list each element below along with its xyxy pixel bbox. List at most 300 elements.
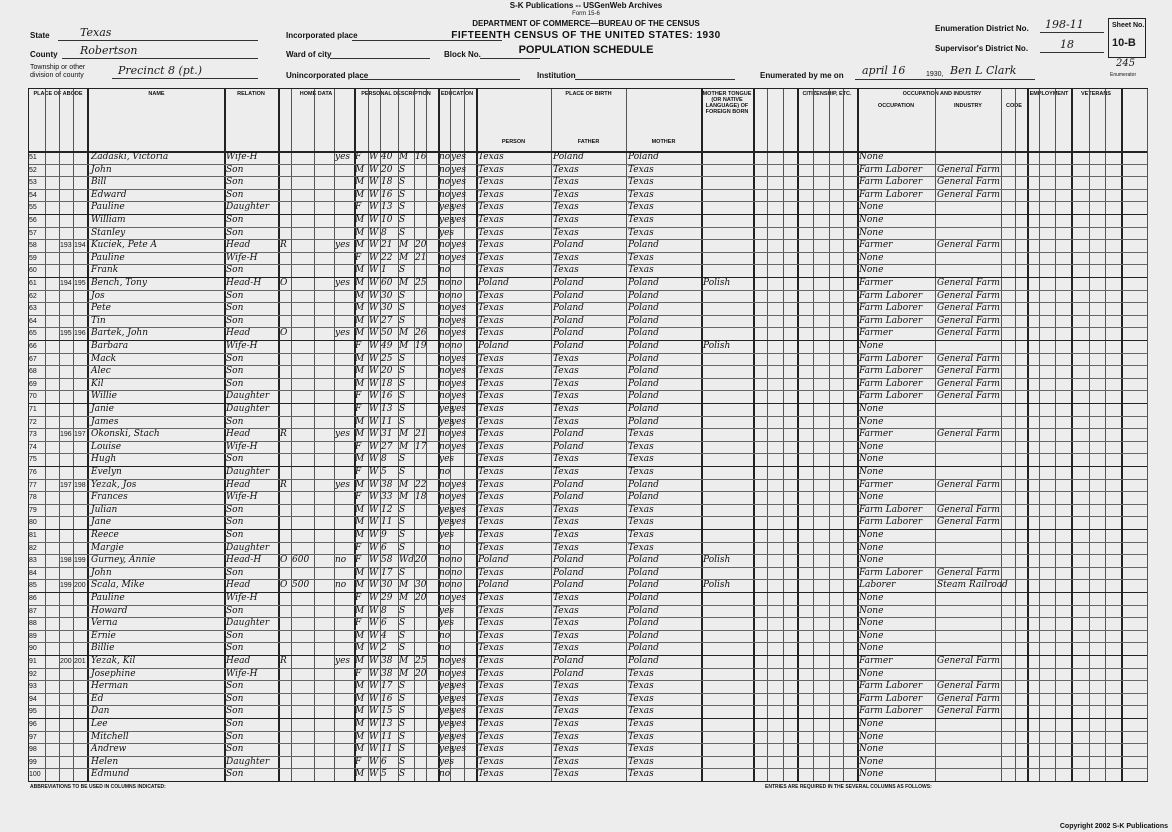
row-number: 65 (29, 330, 37, 338)
race: W (369, 593, 379, 603)
age: 49 (381, 341, 393, 351)
occupation: Farm Laborer (859, 504, 923, 515)
birthplace-father: Poland (553, 567, 584, 578)
industry: General Farm (937, 656, 1000, 666)
industry: General Farm (937, 479, 1000, 490)
relation: Daughter (226, 404, 270, 414)
birthplace-father: Texas (553, 227, 579, 238)
age: 40 (381, 152, 393, 162)
occupation: None (859, 467, 884, 477)
attended-school: no (439, 290, 451, 301)
birthplace-mother: Poland (628, 315, 659, 326)
birthplace-mother: Poland (628, 366, 659, 377)
birthplace-mother: Texas (628, 429, 654, 440)
person-name: Pete (91, 303, 111, 314)
row-number: 71 (29, 406, 37, 413)
marital-status: S (399, 542, 406, 553)
sex: M (355, 240, 365, 251)
birthplace-father: Texas (553, 416, 579, 427)
row-number: 64 (29, 317, 37, 325)
home-owned: O (280, 278, 288, 288)
occupation: None (859, 618, 884, 629)
age: 20 (381, 164, 393, 175)
industry: General Farm (937, 303, 1000, 314)
enumerated-label: Enumerated by me on (760, 71, 844, 80)
birthplace-father: Poland (553, 492, 584, 503)
occupation: None (859, 530, 884, 540)
occupation: Farmer (859, 429, 893, 440)
sex: M (355, 681, 365, 692)
sex: F (355, 542, 362, 553)
marital-status: S (399, 366, 406, 377)
birthplace-person: Texas (478, 769, 504, 780)
sex: M (355, 769, 365, 780)
marital-status: S (399, 643, 406, 654)
marital-status: S (399, 744, 406, 755)
sex: M (355, 227, 365, 238)
birthplace-father: Texas (553, 756, 579, 767)
row-number: 61 (29, 280, 37, 287)
sex: M (355, 605, 365, 616)
attended-school: no (439, 341, 451, 351)
race: W (369, 152, 379, 162)
race: W (369, 265, 379, 276)
race: W (369, 630, 379, 641)
occupation: None (859, 454, 884, 465)
sex: F (355, 252, 362, 263)
age: 11 (381, 731, 393, 742)
sex: M (355, 744, 365, 755)
age: 5 (381, 467, 387, 477)
relation: Head-H (226, 278, 262, 288)
birthplace-person: Texas (478, 643, 504, 654)
birthplace-father: Texas (553, 706, 579, 717)
attended-school: yes (439, 517, 455, 528)
dwelling-number: 197 (60, 481, 72, 489)
birthplace-father: Texas (553, 643, 579, 654)
age: 18 (381, 378, 393, 389)
stamp-number: 245 (1116, 58, 1136, 69)
radio-set: yes (335, 479, 351, 490)
person-name: Jane (91, 517, 112, 528)
dwelling-number: 198 (60, 557, 72, 565)
birthplace-father: Texas (553, 265, 579, 276)
relation: Son (226, 378, 244, 389)
sheet-label: Sheet No. (1112, 22, 1145, 29)
race: W (369, 290, 379, 301)
age-at-marriage: 25 (415, 278, 427, 288)
enumerated-year: 1930, (926, 71, 944, 78)
occupation: None (859, 719, 884, 729)
sex: M (355, 656, 365, 666)
person-name: Josephine (91, 668, 136, 679)
age: 6 (381, 618, 387, 629)
dwelling-number: 196 (60, 431, 72, 439)
row-number: 58 (29, 242, 37, 250)
birthplace-mother: Texas (628, 454, 654, 465)
col-father: FATHER (577, 139, 600, 145)
row-number: 78 (29, 494, 37, 502)
col-citizenship: CITIZENSHIP, ETC. (802, 91, 852, 97)
race: W (369, 467, 379, 477)
county-value: Robertson (80, 44, 138, 57)
birthplace-person: Texas (478, 353, 504, 364)
sex: F (355, 441, 362, 452)
home-owned: R (280, 240, 287, 251)
age: 6 (381, 542, 387, 553)
birthplace-mother: Poland (628, 240, 659, 251)
birthplace-father: Poland (553, 341, 584, 351)
sex: F (355, 756, 362, 767)
sex: F (355, 391, 362, 402)
marital-status: S (399, 731, 406, 742)
birthplace-father: Poland (553, 429, 584, 440)
col-veterans: VETERANS (1081, 91, 1111, 97)
birthplace-person: Texas (478, 530, 504, 540)
marital-status: S (399, 454, 406, 465)
birthplace-father: Texas (553, 467, 579, 477)
industry: General Farm (937, 681, 1000, 692)
relation: Son (226, 504, 244, 515)
birthplace-father: Texas (553, 215, 579, 225)
sex: F (355, 618, 362, 629)
birthplace-mother: Poland (628, 391, 659, 402)
marital-status: S (399, 530, 406, 540)
sex: M (355, 706, 365, 717)
sex: F (355, 492, 362, 503)
marital-status: S (399, 378, 406, 389)
sex: F (355, 404, 362, 414)
marital-status: S (399, 303, 406, 314)
person-name: Ernie (91, 630, 116, 641)
race: W (369, 731, 379, 742)
sex: F (355, 668, 362, 679)
attended-school: yes (439, 618, 455, 629)
enum-district-value: 198-11 (1045, 18, 1084, 31)
industry: General Farm (937, 391, 1000, 402)
relation: Son (226, 719, 244, 729)
birthplace-father: Texas (553, 719, 579, 729)
family-number: 200 (74, 582, 86, 590)
relation: Head (226, 328, 251, 339)
sex: M (355, 643, 365, 654)
attended-school: yes (439, 416, 455, 427)
race: W (369, 278, 379, 288)
race: W (369, 744, 379, 755)
birthplace-father: Poland (553, 580, 584, 591)
sex: F (355, 202, 362, 213)
occupation: Farm Laborer (859, 517, 923, 528)
birthplace-mother: Texas (628, 215, 654, 225)
attended-school: yes (439, 227, 455, 238)
race: W (369, 454, 379, 465)
race: W (369, 706, 379, 717)
attended-school: yes (439, 404, 455, 414)
population-table (28, 88, 1148, 782)
marital-status: S (399, 265, 406, 276)
marital-status: S (399, 567, 406, 578)
birthplace-mother: Poland (628, 303, 659, 314)
age: 31 (381, 429, 393, 440)
age-at-marriage: 17 (415, 441, 427, 452)
birthplace-mother: Poland (628, 378, 659, 389)
age: 9 (381, 530, 387, 540)
birthplace-mother: Poland (628, 152, 659, 162)
relation: Daughter (226, 202, 270, 213)
birthplace-person: Texas (478, 744, 504, 755)
relation: Son (226, 706, 244, 717)
birthplace-father: Poland (553, 555, 584, 566)
mother-tongue: Polish (703, 555, 731, 566)
occupation: None (859, 744, 884, 755)
age: 30 (381, 580, 393, 591)
row-number: 88 (29, 620, 37, 628)
row-number: 79 (29, 506, 37, 514)
row-number: 99 (29, 758, 37, 766)
can-read: yes (451, 517, 467, 528)
attended-school: yes (439, 605, 455, 616)
birthplace-father: Poland (553, 303, 584, 314)
row-number: 81 (29, 532, 37, 539)
relation: Wife-H (226, 252, 258, 263)
attended-school: yes (439, 693, 455, 704)
sheet-value: 10-B (1112, 37, 1136, 49)
birthplace-person: Texas (478, 630, 504, 641)
block-label: Block No. (444, 50, 481, 59)
can-read: no (451, 290, 463, 301)
marital-status: S (399, 706, 406, 717)
age: 5 (381, 769, 387, 780)
race: W (369, 504, 379, 515)
race: W (369, 378, 379, 389)
sex: M (355, 303, 365, 314)
attended-school: no (439, 542, 451, 553)
can-read: yes (451, 164, 467, 175)
birthplace-mother: Texas (628, 542, 654, 553)
row-number: 54 (29, 191, 37, 199)
birthplace-person: Texas (478, 693, 504, 704)
relation: Head (226, 429, 251, 440)
occupation: Farm Laborer (859, 366, 923, 377)
birthplace-father: Poland (553, 441, 584, 452)
can-read: yes (451, 416, 467, 427)
age-at-marriage: 16 (415, 152, 427, 162)
race: W (369, 202, 379, 213)
row-number: 86 (29, 595, 37, 602)
marital-status: Wd (399, 555, 415, 566)
state-value: Texas (80, 26, 112, 39)
race: W (369, 353, 379, 364)
age: 38 (381, 479, 393, 490)
birthplace-person: Texas (478, 429, 504, 440)
supervisor-label: Supervisor's District No. (935, 44, 1029, 53)
can-read: yes (451, 215, 467, 225)
radio-set: yes (335, 152, 351, 162)
col-home-data: HOME DATA (299, 91, 333, 97)
can-read: yes (451, 668, 467, 679)
birthplace-father: Texas (553, 769, 579, 780)
row-number: 59 (29, 254, 37, 262)
sex: M (355, 366, 365, 377)
occupation: Farm Laborer (859, 303, 923, 314)
row-number: 93 (29, 683, 37, 691)
birthplace-mother: Texas (628, 719, 654, 729)
attended-school: yes (439, 706, 455, 717)
can-read: yes (451, 366, 467, 377)
attended-school: no (439, 630, 451, 641)
can-read: yes (451, 492, 467, 503)
race: W (369, 479, 379, 490)
person-name: Louise (91, 441, 122, 452)
birthplace-mother: Texas (628, 202, 654, 213)
abbreviations-title: ABBREVIATIONS TO BE USED IN COLUMNS INDICATED: (30, 784, 166, 790)
sex: M (355, 530, 365, 540)
row-number: 76 (29, 469, 37, 476)
birthplace-mother: Poland (628, 656, 659, 666)
attended-school: no (439, 252, 451, 263)
birthplace-father: Texas (553, 630, 579, 641)
occupation: None (859, 227, 884, 238)
race: W (369, 366, 379, 377)
birthplace-person: Texas (478, 504, 504, 515)
mother-tongue: Polish (703, 278, 731, 288)
race: W (369, 164, 379, 175)
relation: Son (226, 353, 244, 364)
race: W (369, 756, 379, 767)
family-number: 196 (74, 330, 86, 338)
radio-set: yes (335, 656, 351, 666)
row-number: 92 (29, 670, 37, 678)
person-name: Okonski, Stach (91, 429, 160, 440)
can-read: yes (451, 315, 467, 326)
sex: M (355, 429, 365, 440)
row-number: 68 (29, 368, 37, 376)
birthplace-mother: Texas (628, 530, 654, 540)
birthplace-mother: Texas (628, 668, 654, 679)
row-number: 70 (29, 393, 37, 401)
relation: Son (226, 643, 244, 654)
age-at-marriage: 22 (415, 479, 427, 490)
marital-status: S (399, 189, 406, 200)
industry: General Farm (937, 366, 1000, 377)
relation: Son (226, 189, 244, 200)
marital-status: S (399, 769, 406, 780)
home-owned: R (280, 656, 287, 666)
row-number: 67 (29, 355, 37, 363)
marital-status: S (399, 391, 406, 402)
relation: Head (226, 240, 251, 251)
age: 13 (381, 404, 393, 414)
sex: F (355, 593, 362, 603)
age: 16 (381, 693, 393, 704)
person-name: Edmund (91, 769, 130, 780)
birthplace-father: Poland (553, 240, 584, 251)
relation: Son (226, 215, 244, 225)
relation: Son (226, 731, 244, 742)
dwelling-number: 200 (60, 658, 72, 665)
marital-status: S (399, 693, 406, 704)
birthplace-mother: Texas (628, 441, 654, 452)
relation: Wife-H (226, 152, 258, 162)
relation: Son (226, 164, 244, 175)
relation: Son (226, 744, 244, 755)
occupation: None (859, 756, 884, 767)
birthplace-father: Texas (553, 744, 579, 755)
sheet-number-box (1108, 18, 1146, 58)
birthplace-person: Texas (478, 756, 504, 767)
industry: General Farm (937, 290, 1000, 301)
birthplace-mother: Texas (628, 265, 654, 276)
age: 18 (381, 177, 393, 188)
age: 30 (381, 290, 393, 301)
marital-status: S (399, 467, 406, 477)
age: 60 (381, 278, 393, 288)
person-name: Edward (91, 189, 127, 200)
sex: M (355, 378, 365, 389)
attended-school: no (439, 467, 451, 477)
occupation: None (859, 593, 884, 603)
age: 13 (381, 719, 393, 729)
occupation: None (859, 731, 884, 742)
person-name: Margie (91, 542, 124, 553)
home-owned: R (280, 479, 287, 490)
birthplace-mother: Poland (628, 341, 659, 351)
person-name: William (91, 215, 126, 225)
birthplace-father: Poland (553, 315, 584, 326)
person-name: Janie (91, 404, 114, 414)
relation: Head (226, 580, 251, 591)
birthplace-father: Texas (553, 731, 579, 742)
race: W (369, 391, 379, 402)
sex: M (355, 731, 365, 742)
age-at-marriage: 20 (415, 555, 427, 566)
birthplace-father: Texas (553, 252, 579, 263)
race: W (369, 542, 379, 553)
occupation: None (859, 152, 884, 162)
birthplace-father: Poland (553, 290, 584, 301)
person-name: Pauline (91, 202, 125, 213)
sex: M (355, 479, 365, 490)
can-read: yes (451, 693, 467, 704)
birthplace-mother: Poland (628, 492, 659, 503)
birthplace-mother: Poland (628, 605, 659, 616)
row-number: 57 (29, 229, 37, 237)
can-read: no (451, 567, 463, 578)
row-number: 96 (29, 721, 37, 728)
attended-school: no (439, 378, 451, 389)
dwelling-number: 199 (60, 582, 72, 590)
birthplace-person: Texas (478, 189, 504, 200)
attended-school: no (439, 353, 451, 364)
home-value: 500 (292, 580, 310, 591)
attended-school: no (439, 492, 451, 503)
sex: M (355, 693, 365, 704)
row-number: 89 (29, 632, 37, 640)
birthplace-father: Texas (553, 693, 579, 704)
col-relation: RELATION (237, 91, 265, 97)
home-owned: O (280, 580, 288, 591)
marital-status: M (399, 152, 409, 162)
person-name: Evelyn (91, 467, 122, 477)
occupation: Farmer (859, 328, 893, 339)
birthplace-mother: Texas (628, 706, 654, 717)
age: 30 (381, 303, 393, 314)
can-read: yes (451, 353, 467, 364)
birthplace-father: Texas (553, 517, 579, 528)
age: 22 (381, 252, 393, 263)
can-read: yes (451, 303, 467, 314)
birthplace-father: Texas (553, 504, 579, 515)
